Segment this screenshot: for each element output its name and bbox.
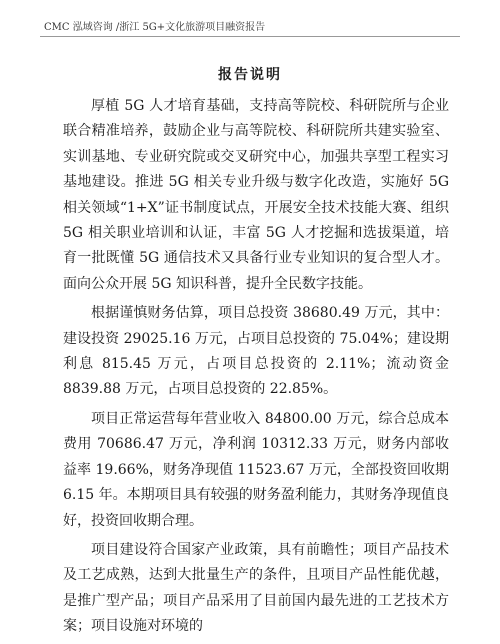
document-body (63, 94, 449, 644)
document-title: 报告说明 (218, 67, 282, 83)
page-header: CMC 泓域咨询 /浙江 5G+文化旅游项目融资报告 (44, 22, 266, 33)
paragraph-talent-cultivation: 厚植 5G 人才培育基础，支持高等院校、科研院所与企业联合精准培养，鼓励企业与高等院校、科研院所共建实验室、实训基地、专业研究院或交叉研究中心，加强共享型工程实习基地建设。推进 5G 相关专业升级与数字化改造，实施好 5G 相关领域“1+X”证书制度试点，开展安全技术技能大赛、组织 5G 相关职业培训和认证，丰富 5G 人才挖掘和选拔渠道，培育一批既懂 5G 通信技术又具备行业专业知识的复合型人才。面向公众开展 5G 知识科普，提升全民数字技能。 (63, 98, 449, 292)
paragraph-project-conclusion: 项目建设符合国家产业政策，具有前瞻性；项目产品技术及工艺成熟，达到大批量生产的条件，且项目产品性能优越，是推广型产品；项目产品采用了目前国内最先进的工艺技术方案；项目设施对环境的 (63, 541, 449, 635)
header-divider (40, 36, 460, 37)
paragraph-financial-performance: 项目正常运营每年营业收入 84800.00 万元，综合总成本费用 70686.47 万元，净利润 10312.33 万元，财务内部收益率 19.66%，财务净现值 11523.67 万元，全部投资回收期 6.15 年。本期项目具有较强的财务盈利能力，其财务净现值良好，投资回收期合理。 (63, 410, 449, 529)
paragraph-investment-estimate: 根据谨慎财务估算，项目总投资 38680.49 万元，其中：建设投资 29025.16 万元，占项目总投资的 75.04%；建设期利息 815.45 万元，占项目总投资的 2.11%；流动资金 8839.88 万元，占项目总投资的 22.85%。 (63, 305, 449, 398)
